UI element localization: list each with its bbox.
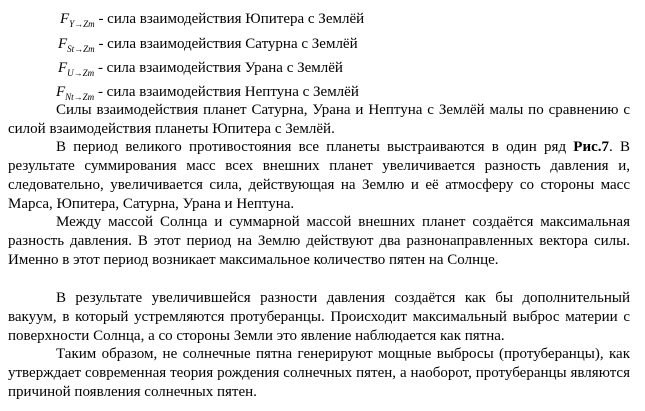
paragraph-1 [8,101,630,139]
paragraph-3 [8,213,630,270]
legend-item-jupiter [60,8,364,30]
paragraph-text: . В результате суммирования масс всех внешних планет увеличивается разность давления и, следовательно, увеличивается сила, действующая на Землю и её атмосферу со стороны масс Марса, Юпитера, Сатурна, Урана и Нептуна. [8,139,630,212]
paragraph-5 [8,345,630,402]
paragraph-text: В результате увеличившейся разности давления создаётся как бы дополнительный вакуум, в который устремляются протуберанцы. Происходит максимальный выброс материи с поверхности Солнца, а со стороны Земли это явление наблюдается как пятна. [8,290,630,344]
figure-reference: Рис.7 [573,139,610,155]
force-symbol: $F_{U\to Zm}$ [58,60,95,78]
legend-text: - сила взаимодействия Юпитера с Землёй [98,11,365,27]
paragraph-text: Силы взаимодействия планет Сатурна, Урана и Нептуна с Землёй малы по сравнению с силой взаимодействия планеты Юпитера с Землёй. [8,102,630,137]
force-symbol: $F_{Y\to Zm}$ [60,11,95,29]
legend-item-neptune [56,81,359,103]
paragraph-text: Таким образом, не солнечные пятна генерируют мощные выбросы (протуберанцы), как утверждает современная теория рождения солнечных пятен, а наоборот, протуберанцы являются причиной появления солнечных пятен. [8,346,630,400]
paragraph-text: Между массой Солнца и суммарной массой внешних планет создаётся максимальная разность давления. В этот период на Землю действуют два разнонаправленных вектора силы. Именно в этот период возникает максимальное количество пятен на Солнце. [8,214,630,268]
legend-text: - сила взаимодействия Сатурна с Землёй [98,36,358,52]
paragraph-2 [8,138,630,214]
legend-text: - сила взаимодействия Нептуна с Землёй [97,84,359,100]
legend-item-uranus [58,57,343,79]
force-symbol: $F_{Nt\to Zm}$ [56,84,95,102]
legend-text: - сила взаимодействия Урана с Землёй [97,60,343,76]
legend-item-saturn [58,33,358,55]
force-symbol: $F_{St\to Zm}$ [58,36,95,54]
paragraph-text: В период великого противостояния все планеты выстраиваются в один ряд [56,139,574,155]
paragraph-4 [8,289,630,346]
